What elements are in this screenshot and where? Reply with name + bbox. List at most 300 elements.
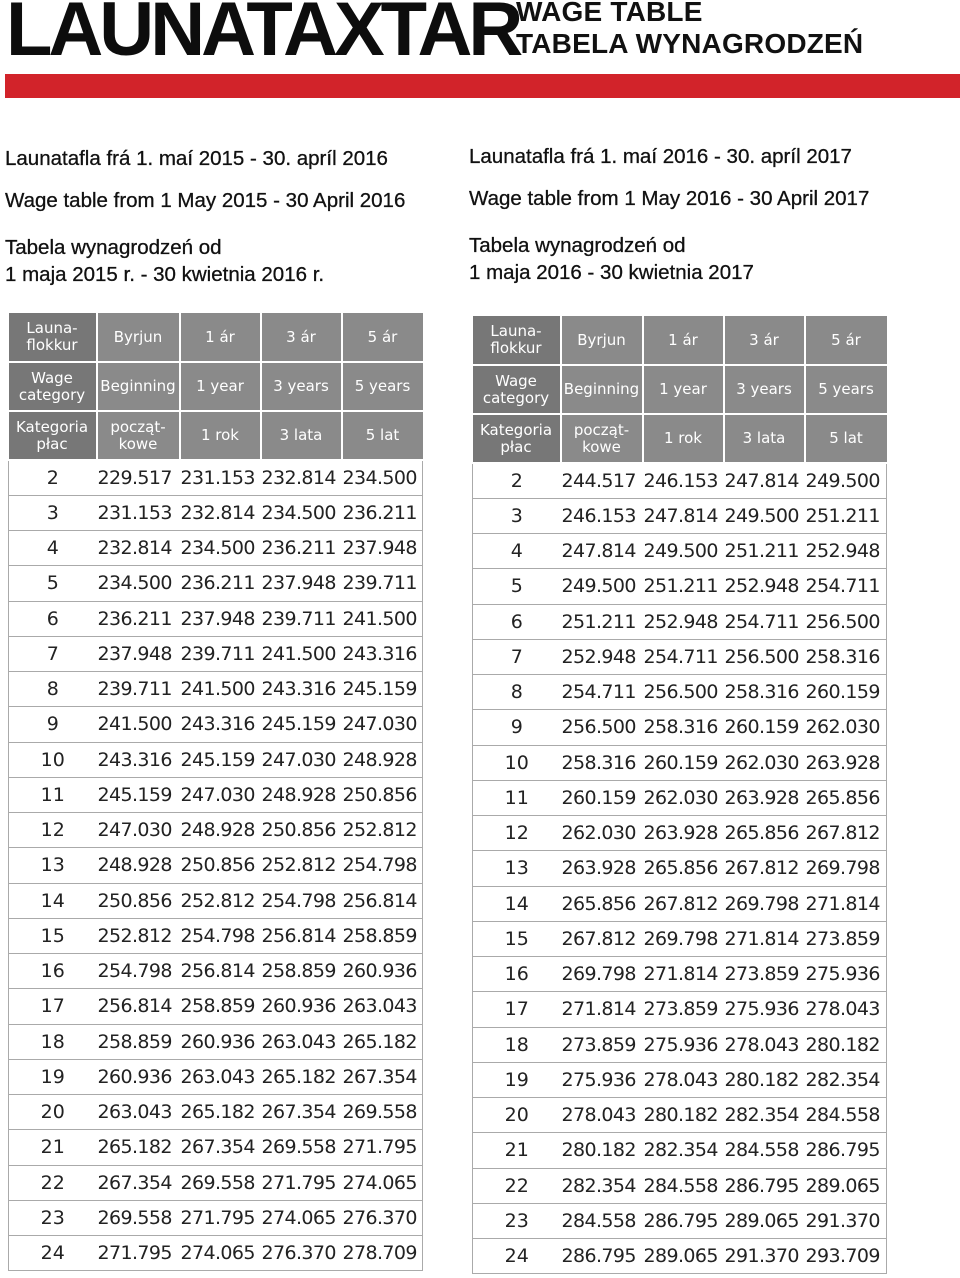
caption-is: Launatafla frá 1. maí 2016 - 30. apríl 2017: [469, 145, 852, 168]
wage-value-cell: 243.316: [261, 672, 342, 707]
wage-value-cell: 256.814: [342, 883, 423, 918]
wage-value-cell: 275.936: [805, 957, 887, 992]
table-row: [473, 463, 887, 498]
wage-value-cell: 263.043: [261, 1024, 342, 1059]
wage-value-cell: 256.500: [643, 675, 724, 710]
wage-value-cell: 260.159: [643, 745, 724, 780]
wage-value-cell: 282.354: [643, 1133, 724, 1168]
wage-value-cell: 250.856: [261, 813, 342, 848]
wage-value-cell: 271.814: [561, 992, 643, 1027]
wage-category-cell: 14: [473, 886, 561, 921]
wage-value-cell: 236.211: [97, 601, 180, 636]
wage-value-cell: 286.795: [643, 1203, 724, 1238]
wage-category-cell: 12: [473, 816, 561, 851]
caption-en: Wage table from 1 May 2016 - 30 April 2017: [469, 187, 870, 210]
column-header: Wage category: [473, 365, 561, 414]
wage-value-cell: 258.316: [643, 710, 724, 745]
wage-table-2016: [472, 316, 887, 1274]
wage-value-cell: 236.211: [261, 531, 342, 566]
wage-value-cell: 252.948: [561, 639, 643, 674]
wage-value-cell: 248.928: [97, 848, 180, 883]
wage-value-cell: 249.500: [724, 498, 805, 533]
header-row: [9, 313, 423, 362]
wage-value-cell: 260.936: [342, 954, 423, 989]
wage-value-cell: 243.316: [342, 636, 423, 671]
table-row: [473, 710, 887, 745]
column-header: Kategoria płac: [473, 414, 561, 463]
wage-value-cell: 236.211: [180, 566, 261, 601]
wage-category-cell: 6: [9, 601, 97, 636]
wage-value-cell: 256.814: [97, 989, 180, 1024]
column-header: 5 lat: [342, 411, 423, 460]
wage-value-cell: 254.798: [97, 954, 180, 989]
wage-value-cell: 252.948: [724, 569, 805, 604]
wage-category-cell: 23: [9, 1200, 97, 1235]
wage-value-cell: 269.558: [180, 1165, 261, 1200]
table-row: [473, 992, 887, 1027]
wage-value-cell: 265.856: [561, 886, 643, 921]
wage-value-cell: 271.814: [724, 921, 805, 956]
wage-value-cell: 284.558: [643, 1168, 724, 1203]
wage-value-cell: 258.316: [561, 745, 643, 780]
wage-value-cell: 282.354: [561, 1168, 643, 1203]
wage-category-cell: 15: [9, 918, 97, 953]
table-row: [9, 531, 423, 566]
wage-category-cell: 12: [9, 813, 97, 848]
wage-value-cell: 263.928: [643, 816, 724, 851]
wage-value-cell: 265.856: [724, 816, 805, 851]
wage-category-cell: 4: [473, 534, 561, 569]
wage-category-cell: 9: [473, 710, 561, 745]
wage-value-cell: 269.798: [724, 886, 805, 921]
wage-value-cell: 256.500: [724, 639, 805, 674]
wage-value-cell: 289.065: [643, 1239, 724, 1274]
wage-value-cell: 265.856: [643, 851, 724, 886]
wage-value-cell: 237.948: [97, 636, 180, 671]
caption-pl-line1: Tabela wynagrodzeń od: [469, 234, 686, 257]
column-header: 1 year: [643, 365, 724, 414]
wage-value-cell: 252.948: [805, 534, 887, 569]
table-row: [473, 1098, 887, 1133]
wage-category-cell: 19: [9, 1059, 97, 1094]
wage-value-cell: 263.043: [180, 1059, 261, 1094]
wage-value-cell: 251.211: [805, 498, 887, 533]
table-row: [9, 848, 423, 883]
column-header: Beginning: [97, 362, 180, 411]
table-row: [9, 707, 423, 742]
wage-value-cell: 252.812: [180, 883, 261, 918]
wage-value-cell: 286.795: [724, 1168, 805, 1203]
wage-value-cell: 258.859: [180, 989, 261, 1024]
wage-category-cell: 17: [473, 992, 561, 1027]
wage-value-cell: 278.043: [805, 992, 887, 1027]
wage-category-cell: 22: [473, 1168, 561, 1203]
table-row: [473, 639, 887, 674]
wage-category-cell: 21: [9, 1130, 97, 1165]
wage-category-cell: 18: [9, 1024, 97, 1059]
wage-value-cell: 239.711: [261, 601, 342, 636]
wage-value-cell: 254.711: [724, 604, 805, 639]
table-row: [473, 780, 887, 815]
wage-value-cell: 274.065: [180, 1236, 261, 1271]
column-header: 5 ár: [342, 313, 423, 362]
wage-category-cell: 3: [9, 495, 97, 530]
wage-value-cell: 246.153: [561, 498, 643, 533]
wage-value-cell: 271.795: [261, 1165, 342, 1200]
wage-value-cell: 265.182: [97, 1130, 180, 1165]
wage-category-cell: 7: [473, 639, 561, 674]
wage-value-cell: 289.065: [805, 1168, 887, 1203]
wage-value-cell: 278.043: [643, 1062, 724, 1097]
wage-value-cell: 269.558: [97, 1200, 180, 1235]
wage-value-cell: 258.859: [97, 1024, 180, 1059]
wage-value-cell: 245.159: [342, 672, 423, 707]
wage-value-cell: 249.500: [561, 569, 643, 604]
wage-value-cell: 271.795: [342, 1130, 423, 1165]
wage-value-cell: 248.928: [180, 813, 261, 848]
wage-value-cell: 258.316: [805, 639, 887, 674]
page-subtitle-en: WAGE TABLE: [516, 0, 703, 27]
table-row: [473, 886, 887, 921]
table-row: [9, 954, 423, 989]
wage-value-cell: 237.948: [261, 566, 342, 601]
wage-value-cell: 249.500: [643, 534, 724, 569]
wage-category-cell: 2: [473, 463, 561, 498]
wage-value-cell: 239.711: [97, 672, 180, 707]
wage-category-cell: 15: [473, 921, 561, 956]
column-header: 1 rok: [643, 414, 724, 463]
wage-value-cell: 254.798: [342, 848, 423, 883]
wage-category-cell: 18: [473, 1027, 561, 1062]
table-row: [9, 1095, 423, 1130]
column-header: 3 lata: [261, 411, 342, 460]
wage-value-cell: 263.928: [805, 745, 887, 780]
wage-value-cell: 260.159: [724, 710, 805, 745]
table-row: [473, 1133, 887, 1168]
wage-value-cell: 246.153: [643, 463, 724, 498]
wage-value-cell: 274.065: [261, 1200, 342, 1235]
column-header: 3 years: [724, 365, 805, 414]
wage-value-cell: 241.500: [97, 707, 180, 742]
table-row: [473, 1203, 887, 1238]
table-row: [473, 957, 887, 992]
wage-value-cell: 237.948: [342, 531, 423, 566]
wage-value-cell: 263.043: [97, 1095, 180, 1130]
table-row: [9, 1200, 423, 1235]
wage-value-cell: 282.354: [724, 1098, 805, 1133]
column-header: począt- kowe: [561, 414, 643, 463]
table-row: [473, 851, 887, 886]
wage-value-cell: 254.711: [643, 639, 724, 674]
wage-value-cell: 234.500: [180, 531, 261, 566]
wage-value-cell: 258.316: [724, 675, 805, 710]
wage-value-cell: 260.936: [180, 1024, 261, 1059]
wage-value-cell: 276.370: [342, 1200, 423, 1235]
wage-value-cell: 262.030: [643, 780, 724, 815]
wage-value-cell: 282.354: [805, 1062, 887, 1097]
wage-value-cell: 254.798: [180, 918, 261, 953]
table-row: [9, 1165, 423, 1200]
wage-value-cell: 271.795: [97, 1236, 180, 1271]
column-header: 1 year: [180, 362, 261, 411]
wage-value-cell: 280.182: [561, 1133, 643, 1168]
caption-pl-line1: Tabela wynagrodzeń od: [5, 236, 222, 259]
column-header: 3 lata: [724, 414, 805, 463]
wage-value-cell: 234.500: [342, 460, 423, 495]
wage-value-cell: 254.798: [261, 883, 342, 918]
wage-value-cell: 231.153: [97, 495, 180, 530]
wage-value-cell: 273.859: [724, 957, 805, 992]
wage-value-cell: 293.709: [805, 1239, 887, 1274]
wage-value-cell: 262.030: [561, 816, 643, 851]
column-header: Beginning: [561, 365, 643, 414]
header-accent-bar: [5, 74, 960, 98]
wage-value-cell: 234.500: [97, 566, 180, 601]
wage-value-cell: 275.936: [643, 1027, 724, 1062]
wage-category-cell: 8: [473, 675, 561, 710]
wage-value-cell: 231.153: [180, 460, 261, 495]
wage-category-cell: 24: [9, 1236, 97, 1271]
wage-value-cell: 278.043: [724, 1027, 805, 1062]
wage-value-cell: 252.948: [643, 604, 724, 639]
wage-value-cell: 245.159: [180, 742, 261, 777]
column-header: Byrjun: [561, 316, 643, 365]
wage-value-cell: 251.211: [724, 534, 805, 569]
wage-value-cell: 245.159: [261, 707, 342, 742]
wage-value-cell: 232.814: [261, 460, 342, 495]
wage-value-cell: 241.500: [180, 672, 261, 707]
wage-value-cell: 278.043: [561, 1098, 643, 1133]
wage-value-cell: 271.795: [180, 1200, 261, 1235]
wage-category-cell: 24: [473, 1239, 561, 1274]
wage-value-cell: 256.814: [180, 954, 261, 989]
wage-table-header: [473, 316, 887, 463]
column-header: 5 lat: [805, 414, 887, 463]
wage-value-cell: 291.370: [805, 1203, 887, 1238]
wage-value-cell: 232.814: [180, 495, 261, 530]
column-header: 1 ár: [643, 316, 724, 365]
wage-value-cell: 256.500: [561, 710, 643, 745]
wage-value-cell: 286.795: [561, 1239, 643, 1274]
header-row: [9, 362, 423, 411]
wage-value-cell: 274.065: [342, 1165, 423, 1200]
wage-value-cell: 269.558: [342, 1095, 423, 1130]
table-row: [473, 498, 887, 533]
wage-value-cell: 243.316: [97, 742, 180, 777]
table-row: [9, 672, 423, 707]
wage-category-cell: 4: [9, 531, 97, 566]
wage-value-cell: 256.814: [261, 918, 342, 953]
wage-value-cell: 284.558: [724, 1133, 805, 1168]
wage-value-cell: 267.354: [180, 1130, 261, 1165]
wage-value-cell: 256.500: [805, 604, 887, 639]
wage-value-cell: 251.211: [643, 569, 724, 604]
wage-value-cell: 280.182: [643, 1098, 724, 1133]
wage-value-cell: 286.795: [805, 1133, 887, 1168]
wage-category-cell: 9: [9, 707, 97, 742]
table-row: [9, 495, 423, 530]
column-header: 5 years: [342, 362, 423, 411]
wage-value-cell: 263.043: [342, 989, 423, 1024]
column-header: 5 ár: [805, 316, 887, 365]
wage-value-cell: 273.859: [805, 921, 887, 956]
wage-value-cell: 284.558: [561, 1203, 643, 1238]
wage-value-cell: 275.936: [561, 1062, 643, 1097]
wage-category-cell: 11: [473, 780, 561, 815]
wage-value-cell: 241.500: [261, 636, 342, 671]
wage-category-cell: 7: [9, 636, 97, 671]
wage-category-cell: 13: [9, 848, 97, 883]
wage-category-cell: 16: [473, 957, 561, 992]
table-row: [9, 918, 423, 953]
wage-value-cell: 260.159: [805, 675, 887, 710]
wage-category-cell: 5: [9, 566, 97, 601]
wage-category-cell: 8: [9, 672, 97, 707]
wage-value-cell: 247.030: [97, 813, 180, 848]
column-header: Launa- flokkur: [9, 313, 97, 362]
caption-en: Wage table from 1 May 2015 - 30 April 2016: [5, 189, 406, 212]
wage-value-cell: 291.370: [724, 1239, 805, 1274]
header-row: [473, 316, 887, 365]
wage-value-cell: 250.856: [97, 883, 180, 918]
wage-value-cell: 263.928: [561, 851, 643, 886]
table-row: [473, 745, 887, 780]
wage-value-cell: 252.812: [342, 813, 423, 848]
wage-value-cell: 278.709: [342, 1236, 423, 1271]
page-title: LAUNATAXTAR: [6, 0, 520, 72]
wage-value-cell: 269.798: [561, 957, 643, 992]
table-row: [473, 1027, 887, 1062]
wage-value-cell: 252.812: [97, 918, 180, 953]
column-header: 1 ár: [180, 313, 261, 362]
wage-value-cell: 289.065: [724, 1203, 805, 1238]
wage-value-cell: 237.948: [180, 601, 261, 636]
column-header: Kategoria płac: [9, 411, 97, 460]
wage-category-cell: 19: [473, 1062, 561, 1097]
wage-category-cell: 2: [9, 460, 97, 495]
wage-category-cell: 10: [473, 745, 561, 780]
wage-value-cell: 245.159: [97, 777, 180, 812]
wage-value-cell: 267.354: [261, 1095, 342, 1130]
table-row: [9, 460, 423, 495]
wage-value-cell: 269.558: [261, 1130, 342, 1165]
wage-value-cell: 262.030: [805, 710, 887, 745]
wage-value-cell: 267.354: [97, 1165, 180, 1200]
wage-category-cell: 20: [9, 1095, 97, 1130]
wage-category-cell: 13: [473, 851, 561, 886]
table-row: [9, 883, 423, 918]
wage-table-header: [9, 313, 423, 460]
wage-category-cell: 21: [473, 1133, 561, 1168]
table-row: [9, 601, 423, 636]
wage-table-2015: [8, 313, 423, 1271]
wage-value-cell: 265.182: [180, 1095, 261, 1130]
wage-value-cell: 280.182: [805, 1027, 887, 1062]
wage-value-cell: 232.814: [97, 531, 180, 566]
wage-value-cell: 239.711: [342, 566, 423, 601]
wage-category-cell: 22: [9, 1165, 97, 1200]
table-row: [473, 534, 887, 569]
wage-value-cell: 254.711: [805, 569, 887, 604]
column-header: począt- kowe: [97, 411, 180, 460]
header-row: [9, 411, 423, 460]
wage-value-cell: 263.928: [724, 780, 805, 815]
wage-value-cell: 260.936: [97, 1059, 180, 1094]
wage-value-cell: 258.859: [342, 918, 423, 953]
wage-category-cell: 3: [473, 498, 561, 533]
wage-value-cell: 275.936: [724, 992, 805, 1027]
wage-value-cell: 250.856: [342, 777, 423, 812]
page-subtitle-pl: TABELA WYNAGRODZEŃ: [516, 28, 864, 59]
wage-category-cell: 17: [9, 989, 97, 1024]
column-header: 5 years: [805, 365, 887, 414]
table-row: [9, 1059, 423, 1094]
wage-value-cell: 276.370: [261, 1236, 342, 1271]
wage-value-cell: 258.859: [261, 954, 342, 989]
wage-value-cell: 247.814: [724, 463, 805, 498]
wage-value-cell: 267.812: [643, 886, 724, 921]
wage-value-cell: 271.814: [643, 957, 724, 992]
column-header: Wage category: [9, 362, 97, 411]
wage-value-cell: 244.517: [561, 463, 643, 498]
column-header: 3 ár: [261, 313, 342, 362]
wage-value-cell: 241.500: [342, 601, 423, 636]
wage-value-cell: 243.316: [180, 707, 261, 742]
column-header: 3 ár: [724, 316, 805, 365]
wage-value-cell: 273.859: [643, 992, 724, 1027]
wage-value-cell: 247.814: [643, 498, 724, 533]
wage-value-cell: 251.211: [561, 604, 643, 639]
wage-category-cell: 14: [9, 883, 97, 918]
wage-category-cell: 16: [9, 954, 97, 989]
header-row: [473, 365, 887, 414]
wage-value-cell: 267.812: [724, 851, 805, 886]
table-row: [9, 813, 423, 848]
wage-value-cell: 265.182: [342, 1024, 423, 1059]
wage-value-cell: 284.558: [805, 1098, 887, 1133]
wage-category-cell: 6: [473, 604, 561, 639]
wage-category-cell: 10: [9, 742, 97, 777]
wage-value-cell: 248.928: [261, 777, 342, 812]
wage-value-cell: 267.812: [561, 921, 643, 956]
wage-value-cell: 247.814: [561, 534, 643, 569]
caption-pl-line2: 1 maja 2015 r. - 30 kwietnia 2016 r.: [5, 263, 325, 286]
wage-value-cell: 247.030: [342, 707, 423, 742]
wage-value-cell: 229.517: [97, 460, 180, 495]
wage-value-cell: 239.711: [180, 636, 261, 671]
wage-value-cell: 260.159: [561, 780, 643, 815]
table-row: [473, 675, 887, 710]
column-header: 1 rok: [180, 411, 261, 460]
table-row: [9, 1024, 423, 1059]
wage-value-cell: 234.500: [261, 495, 342, 530]
table-row: [473, 604, 887, 639]
table-row: [473, 921, 887, 956]
wage-table-body: [9, 460, 423, 1271]
table-row: [9, 636, 423, 671]
table-row: [473, 1239, 887, 1274]
wage-value-cell: 252.812: [261, 848, 342, 883]
wage-value-cell: 271.814: [805, 886, 887, 921]
table-row: [473, 816, 887, 851]
wage-value-cell: 250.856: [180, 848, 261, 883]
caption-is: Launatafla frá 1. maí 2015 - 30. apríl 2016: [5, 147, 388, 170]
wage-category-cell: 5: [473, 569, 561, 604]
column-header: Byrjun: [97, 313, 180, 362]
wage-value-cell: 236.211: [342, 495, 423, 530]
table-row: [9, 566, 423, 601]
caption-pl-line2: 1 maja 2016 - 30 kwietnia 2017: [469, 261, 754, 284]
